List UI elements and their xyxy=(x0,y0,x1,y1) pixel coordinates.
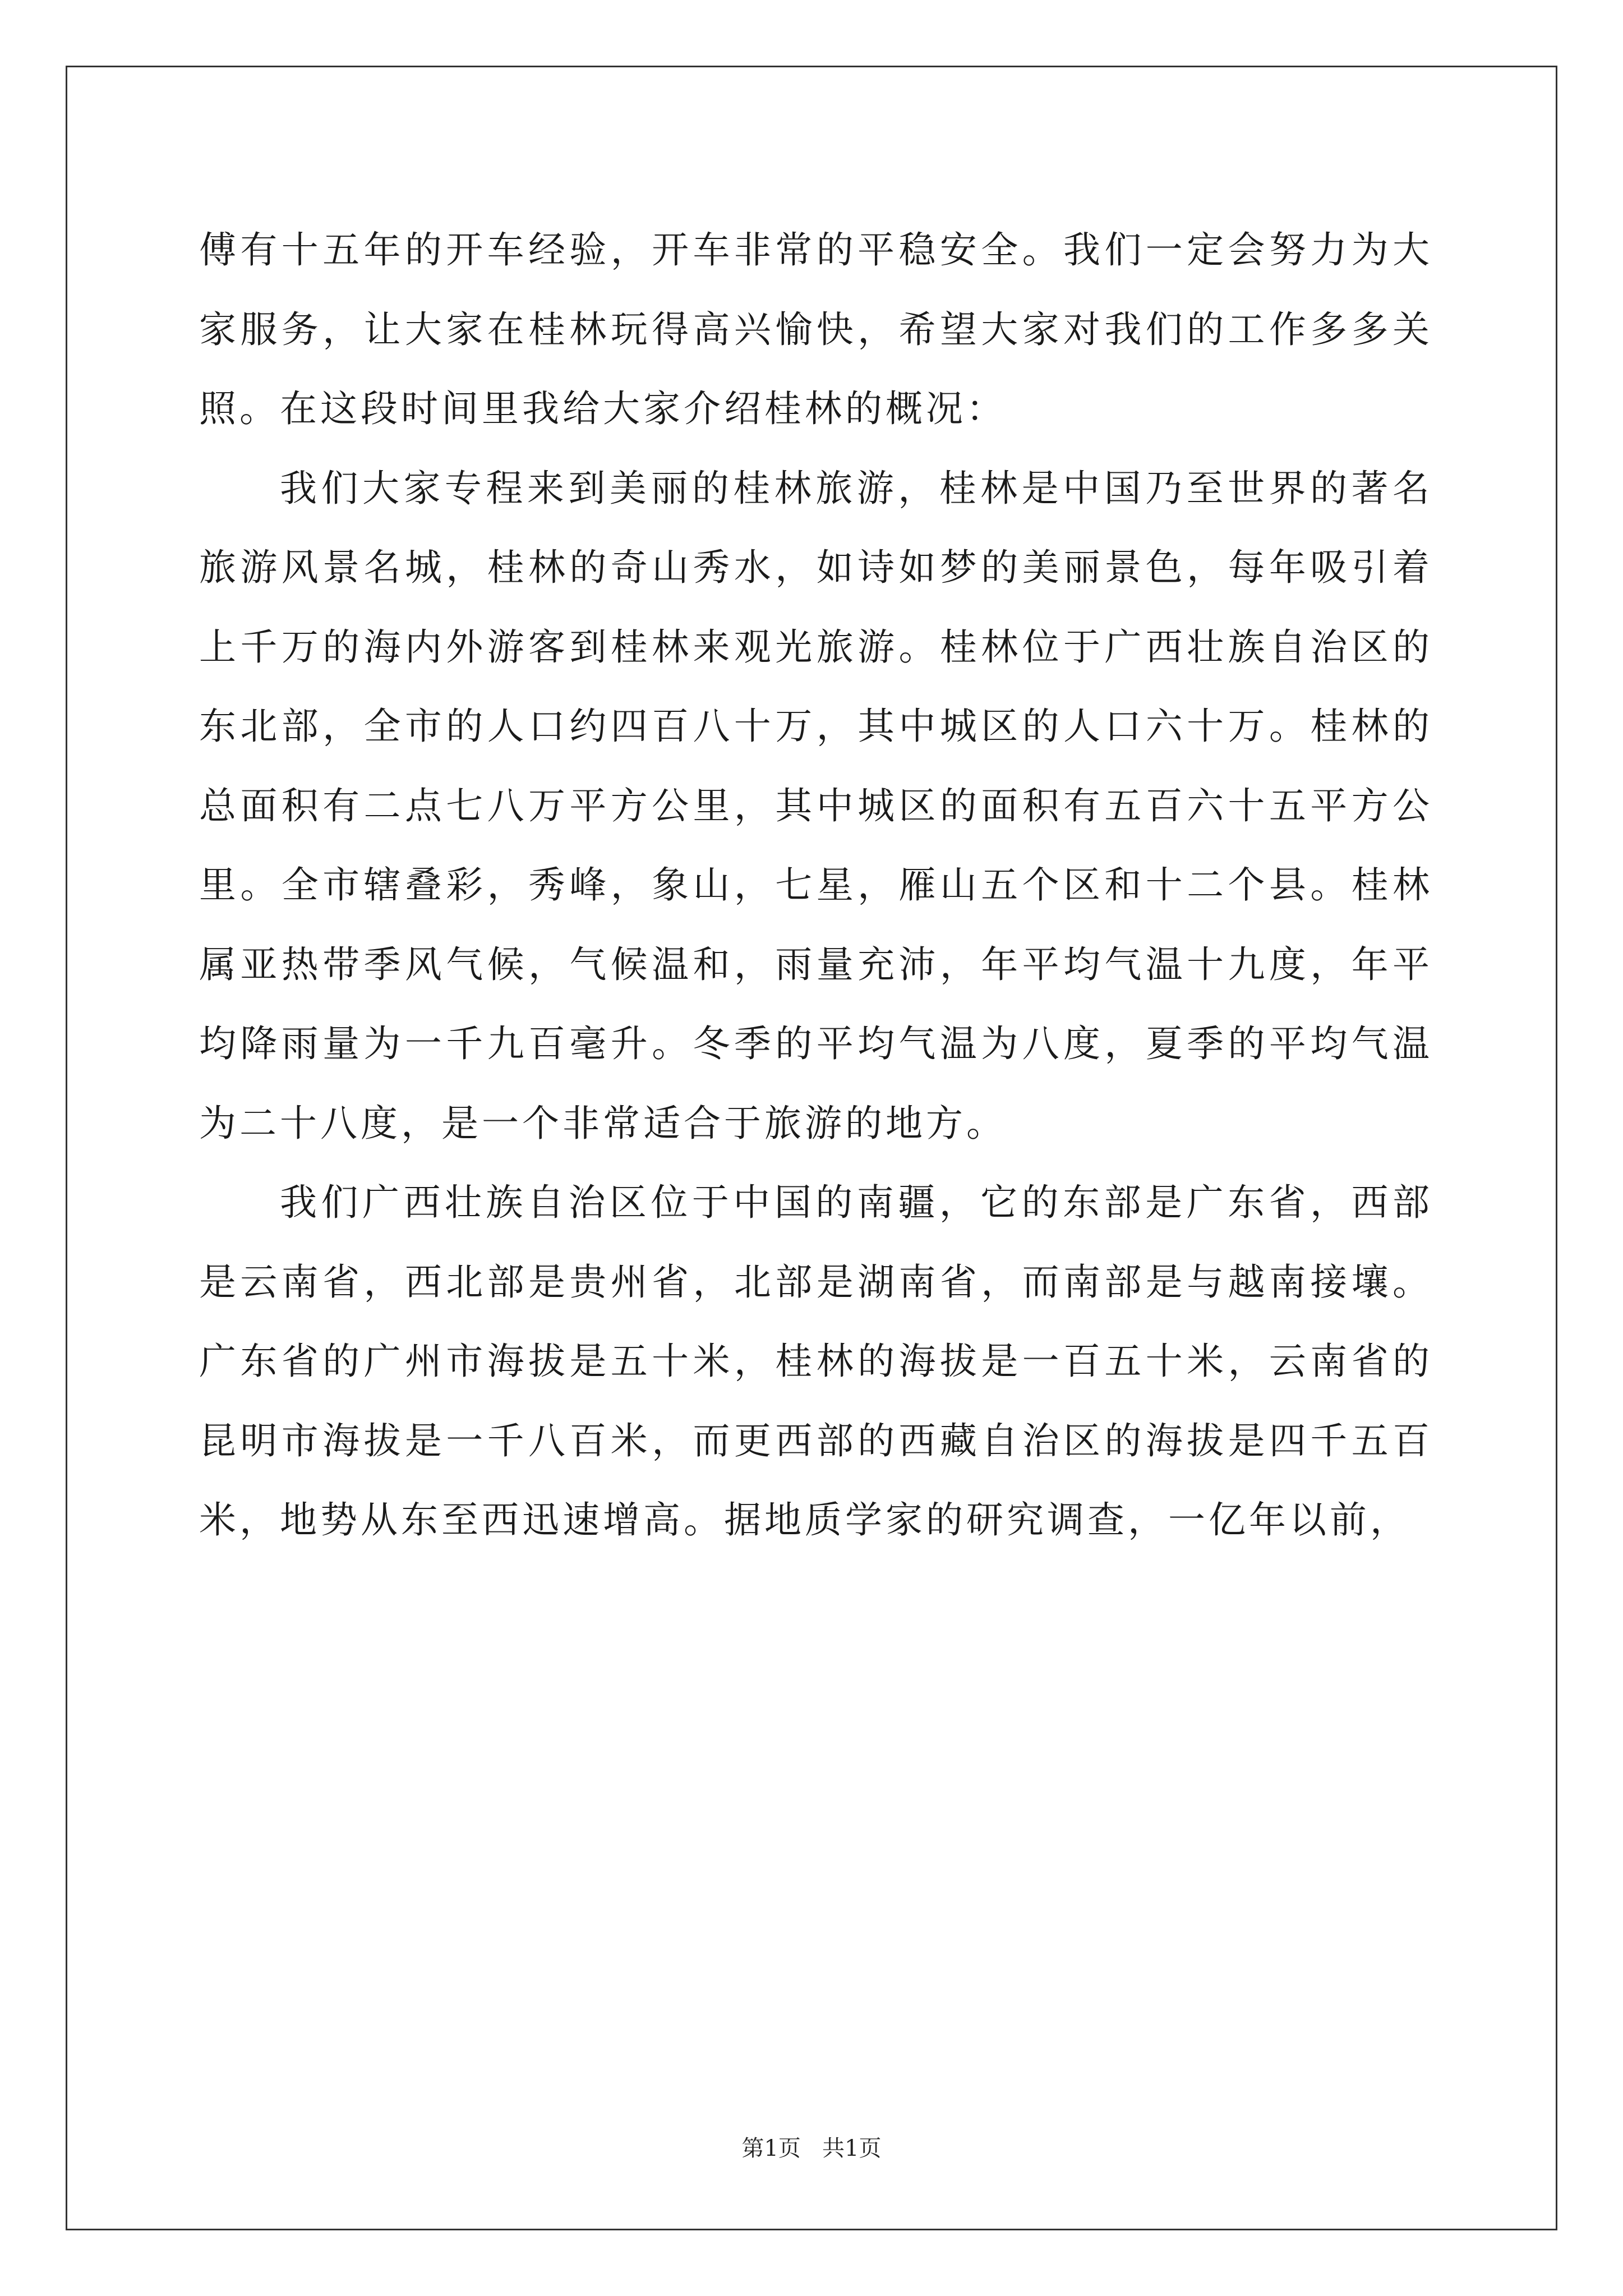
paragraph-1: 傅有十五年的开车经验，开车非常的平稳安全。我们一定会努力为大家服务，让大家在桂林玩得高兴愉快，希望大家对我们的工作多多关照。在这段时间里我给大家介绍桂林的概况： xyxy=(199,228,1433,430)
paragraph-3: 我们广西壮族自治区位于中国的南疆，它的东部是广东省，西部是云南省，西北部是贵州省，北部是湖南省，而南部是与越南接壤。广东省的广州市海拔是五十米，桂林的海拔是一百五十米，云南省的昆明市海拔是一千八百米，而更西部的西藏自治区的海拔是四千五百米，地势从东至西迅速增高。据地质学家的研究调查，一亿年以前， xyxy=(199,1181,1433,1542)
paragraph-2: 我们大家专程来到美丽的桂林旅游，桂林是中国乃至世界的著名旅游风景名城，桂林的奇山秀水，如诗如梦的美丽景色，每年吸引着上千万的海内外游客到桂林来观光旅游。桂林位于广西壮族自治区的东北部，全市的人口约四百八十万，其中城区的人口六十万。桂林的总面积有二点七八万平方公里，其中城区的面积有五百六十五平方公里。全市辖叠彩，秀峰，象山，七星，雁山五个区和十二个县。桂林属亚热带季风气候，气候温和，雨量充沛，年平均气温十九度，年平均降雨量为一千九百毫升。冬季的平均气温为八度，夏季的平均气温为二十八度，是一个非常适合于旅游的地方。 xyxy=(199,466,1433,1145)
document-body xyxy=(199,210,1433,1560)
page-footer: 第1页 共1页 xyxy=(741,2136,882,2161)
